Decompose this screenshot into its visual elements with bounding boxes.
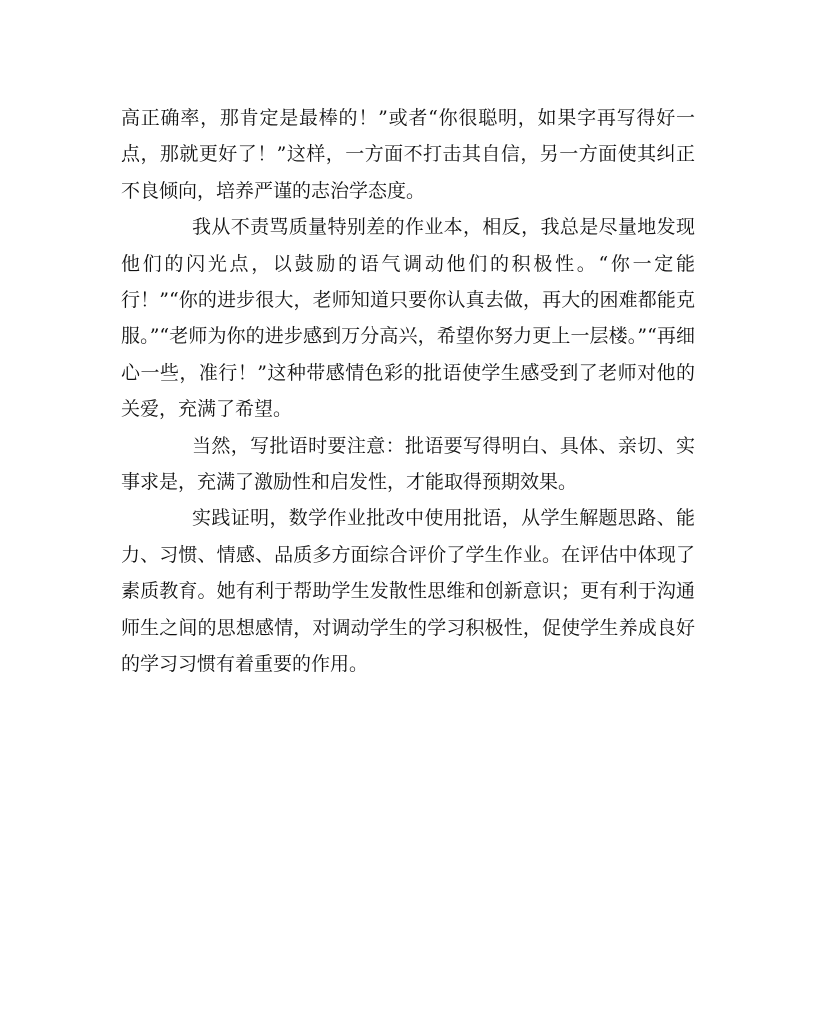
paragraph-1: 高正确率，那肯定是最棒的！”或者“你很聪明，如果字再写得好一点，那就更好了！”这样，一方面不打击其自信，另一方面使其纠正不良倾向，培养严谨的志治学态度。 <box>121 107 695 202</box>
document-body <box>121 100 695 683</box>
paragraph-4: 实践证明，数学作业批改中使用批语，从学生解题思路、能力、习惯、情感、品质多方面综合评价了学生作业。在评估中体现了素质教育。她有利于帮助学生发散性思维和创新意识；更有利于沟通师生之间的思想感情，对调动学生的学习积极性，促使学生养成良好的学习习惯有着重要的作用。 <box>121 507 695 676</box>
paragraph-3: 当然，写批语时要注意：批语要写得明白、具体、亲切、实事求是，充满了激励性和启发性，才能取得预期效果。 <box>121 434 695 494</box>
paragraph-2: 我从不责骂质量特别差的作业本，相反，我总是尽量地发现他们的闪光点，以鼓励的语气调动他们的积极性。“你一定能行！”“你的进步很大，老师知道只要你认真去做，再大的困难都能克服。”“老师为你的进步感到万分高兴，希望你努力更上一层楼。”“再细心一些，准行！”这种带感情色彩的批语使学生感受到了老师对他的关爱，充满了希望。 <box>121 216 695 421</box>
